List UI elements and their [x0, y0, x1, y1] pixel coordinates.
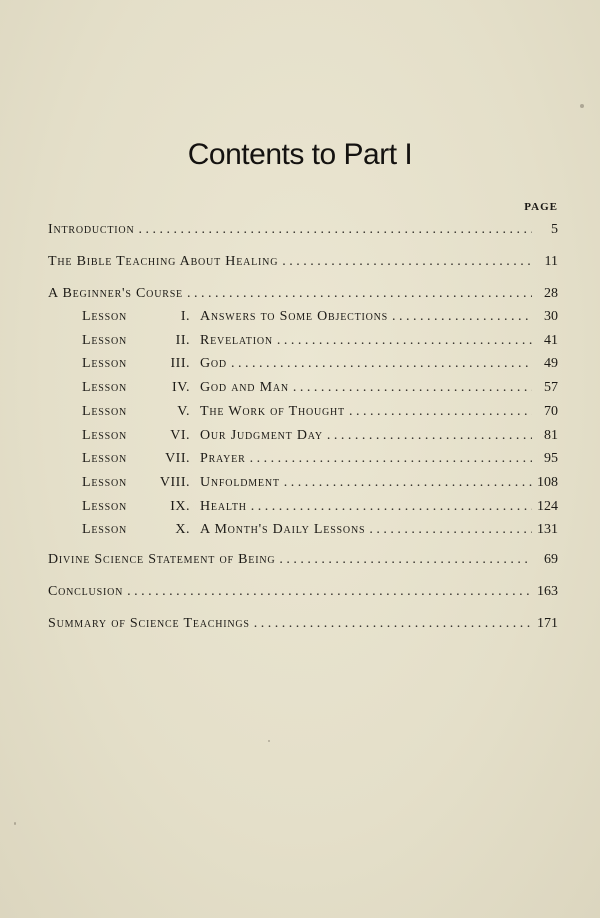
toc-entry-statement-of-being	[48, 552, 558, 572]
toc-entry-label: Introduction	[48, 222, 135, 237]
lesson-page: 30	[544, 309, 558, 324]
lesson-number: IV.	[172, 380, 190, 395]
dot-leader	[293, 380, 532, 396]
dot-leader	[279, 552, 532, 568]
toc-lesson-5	[82, 404, 558, 424]
lesson-title: God	[200, 356, 227, 371]
toc-entry-page: 171	[537, 616, 558, 631]
lesson-number: V.	[177, 404, 190, 419]
dot-leader	[284, 475, 532, 491]
toc-entry-page: 11	[544, 254, 558, 269]
lesson-word: Lesson	[82, 309, 128, 324]
toc-entry-label: Divine Science Statement of Being	[48, 552, 276, 567]
toc-lesson-1	[82, 309, 558, 329]
lesson-number: VII.	[165, 451, 190, 466]
toc-entry-page: 28	[544, 286, 558, 301]
dot-leader	[369, 522, 532, 538]
toc-lesson-4	[82, 380, 558, 400]
dot-leader	[327, 428, 532, 444]
lesson-number: III.	[170, 356, 190, 371]
lesson-page: 131	[537, 522, 558, 537]
toc-lesson-6	[82, 428, 558, 448]
toc-entry-label: A Beginner's Course	[48, 286, 183, 301]
toc-lesson-2	[82, 333, 558, 353]
dot-leader	[187, 286, 532, 302]
lesson-number: IX.	[170, 499, 190, 514]
lesson-word: Lesson	[82, 522, 128, 537]
lesson-page: 81	[544, 428, 558, 443]
dot-leader	[254, 616, 532, 632]
dot-leader	[127, 584, 532, 600]
toc-entry-page: 5	[551, 222, 558, 237]
toc-entry-page: 69	[544, 552, 558, 567]
toc-lesson-7	[82, 451, 558, 471]
paper-speck	[580, 104, 584, 108]
toc-entry-label: The Bible Teaching About Healing	[48, 254, 279, 269]
lesson-title: The Work of Thought	[200, 404, 345, 419]
toc-entry-introduction	[48, 222, 558, 242]
dot-leader	[138, 222, 532, 238]
lesson-word: Lesson	[82, 356, 128, 371]
lesson-title: Unfoldment	[200, 475, 280, 490]
lesson-page: 49	[544, 356, 558, 371]
toc-entry-bible-teaching	[48, 254, 558, 274]
lesson-page: 95	[544, 451, 558, 466]
paper-speck	[14, 822, 16, 825]
dot-leader	[231, 356, 532, 372]
toc-lesson-9	[82, 499, 558, 519]
toc-entry-page: 163	[537, 584, 558, 599]
lesson-page: 108	[537, 475, 558, 490]
toc-lesson-3	[82, 356, 558, 376]
lesson-number: I.	[180, 309, 190, 324]
lesson-title: A Month's Daily Lessons	[200, 522, 366, 537]
lesson-word: Lesson	[82, 499, 128, 514]
dot-leader	[392, 309, 532, 325]
lesson-word: Lesson	[82, 475, 128, 490]
lesson-number: VIII.	[159, 475, 190, 490]
lesson-page: 41	[544, 333, 558, 348]
lesson-title: Prayer	[200, 451, 246, 466]
lesson-word: Lesson	[82, 404, 128, 419]
toc-entry-label: Conclusion	[48, 584, 124, 599]
paper-speck	[268, 740, 270, 742]
lesson-word: Lesson	[82, 333, 128, 348]
dot-leader	[349, 404, 532, 420]
lesson-title: Answers to Some Objections	[200, 309, 389, 324]
lesson-page: 124	[537, 499, 558, 514]
dot-leader	[277, 333, 532, 349]
toc-entry-summary	[48, 616, 558, 636]
lesson-page: 57	[544, 380, 558, 395]
lesson-word: Lesson	[82, 380, 128, 395]
toc-lesson-8	[82, 475, 558, 495]
page-column-label: PAGE	[524, 201, 558, 213]
lesson-number: VI.	[170, 428, 190, 443]
lesson-word: Lesson	[82, 428, 128, 443]
toc-entry-conclusion	[48, 584, 558, 604]
lesson-number: X.	[175, 522, 190, 537]
lesson-page: 70	[544, 404, 558, 419]
lesson-title: Health	[200, 499, 247, 514]
lesson-title: Our Judgment Day	[200, 428, 323, 443]
lesson-title: God and Man	[200, 380, 289, 395]
lesson-title: Revelation	[200, 333, 273, 348]
lesson-word: Lesson	[82, 451, 128, 466]
toc-lesson-10	[82, 522, 558, 542]
toc-entry-beginners-course	[48, 286, 558, 306]
toc-entry-label: Summary of Science Teachings	[48, 616, 250, 631]
lesson-number: II.	[175, 333, 190, 348]
page-title: Contents to Part I	[187, 138, 413, 171]
dot-leader	[250, 451, 532, 467]
dot-leader	[282, 254, 532, 270]
dot-leader	[251, 499, 532, 515]
